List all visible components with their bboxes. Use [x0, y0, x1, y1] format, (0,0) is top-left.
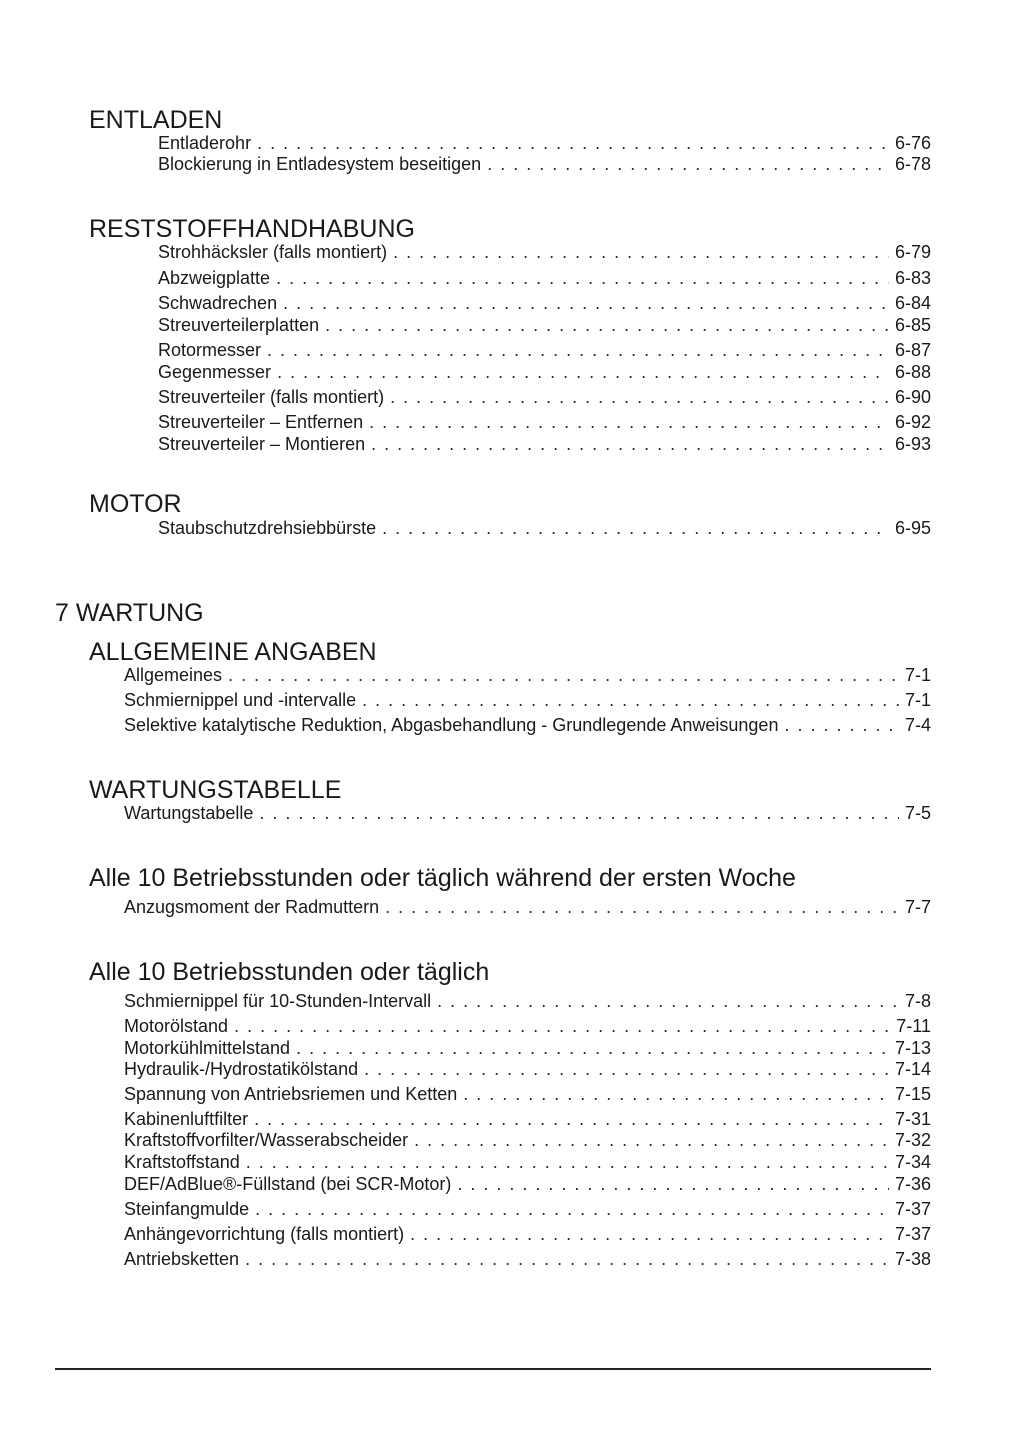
toc-leader-dots	[254, 1108, 889, 1130]
toc-leader-dots	[362, 689, 899, 711]
toc-entry-label: Schwadrechen	[158, 293, 278, 313]
toc-entry-label: Gegenmesser	[158, 362, 272, 382]
toc-leader-dots	[487, 153, 889, 175]
toc-entry-label: Anhängevorrichtung (falls montiert)	[124, 1224, 405, 1244]
toc-entry-label: Kraftstoffvorfilter/Wasserabscheider	[124, 1130, 409, 1150]
toc-entry[interactable]	[158, 411, 931, 433]
toc-entry-label: Rotormesser	[158, 340, 262, 360]
toc-leader-dots	[259, 802, 899, 824]
toc-entry-label: Hydraulik-/Hydrostatikölstand	[124, 1059, 359, 1079]
toc-entry-page: 6-92	[894, 412, 931, 432]
toc-leader-dots	[296, 1037, 889, 1059]
toc-entry[interactable]	[124, 1198, 931, 1220]
toc-entry-page: 7-7	[904, 897, 931, 917]
toc-entry-label: Schmiernippel für 10-Stunden-Intervall	[124, 991, 432, 1011]
toc-entry-label: Entladerohr	[158, 133, 252, 153]
toc-entry[interactable]	[124, 1108, 931, 1130]
toc-entry-page: 7-36	[894, 1174, 931, 1194]
toc-entry[interactable]	[124, 896, 931, 918]
toc-entry-label: Abzweigplatte	[158, 268, 271, 288]
toc-entry-label: Streuverteiler – Montieren	[158, 434, 366, 454]
toc-leader-dots	[267, 339, 889, 361]
toc-entry-label: Kabinenluftfilter	[124, 1109, 249, 1129]
toc-leader-dots	[390, 386, 889, 408]
toc-entry[interactable]	[158, 386, 931, 408]
toc-entry-page: 6-90	[894, 387, 931, 407]
toc-entry-page: 7-11	[896, 1016, 931, 1036]
toc-entry[interactable]	[158, 292, 931, 314]
toc-leader-dots	[463, 1083, 889, 1105]
toc-entry[interactable]	[124, 990, 931, 1012]
toc-leader-dots	[382, 517, 889, 539]
toc-entry[interactable]	[158, 267, 931, 289]
toc-entry-page: 6-87	[894, 340, 931, 360]
toc-entry[interactable]	[158, 433, 931, 455]
toc-entry-label: Schmiernippel und -intervalle	[124, 690, 357, 710]
toc-leader-dots	[784, 714, 899, 736]
toc-entry[interactable]	[124, 1058, 931, 1080]
section-heading-wartungstabelle: WARTUNGSTABELLE	[89, 776, 342, 804]
toc-entry-label: Streuverteiler (falls montiert)	[158, 387, 385, 407]
toc-entry-page: 6-85	[894, 315, 931, 335]
toc-entry-page: 7-34	[894, 1152, 931, 1172]
footer-divider	[55, 1368, 931, 1370]
toc-leader-dots	[246, 1151, 889, 1173]
section-heading-motor: MOTOR	[89, 490, 182, 518]
toc-entry[interactable]	[124, 664, 931, 686]
toc-entry-page: 7-13	[894, 1038, 931, 1058]
toc-entry-label: DEF/AdBlue®-Füllstand (bei SCR-Motor)	[124, 1174, 452, 1194]
toc-leader-dots	[228, 664, 899, 686]
toc-entry[interactable]	[124, 802, 931, 824]
toc-entry-page: 7-15	[894, 1084, 931, 1104]
toc-leader-dots	[283, 292, 889, 314]
toc-entry-page: 7-5	[904, 803, 931, 823]
toc-entry-label: Streuverteilerplatten	[158, 315, 320, 335]
toc-entry-page: 7-32	[894, 1130, 931, 1150]
toc-entry-page: 7-1	[904, 665, 931, 685]
toc-entry-page: 7-4	[904, 715, 931, 735]
toc-entry[interactable]	[124, 1151, 931, 1173]
toc-leader-dots	[234, 1015, 890, 1037]
toc-entry[interactable]	[124, 1037, 931, 1059]
toc-entry-label: Selektive katalytische Reduktion, Abgasbehandlung - Grundlegende Anweisungen	[124, 715, 779, 735]
toc-entry-page: 7-14	[894, 1059, 931, 1079]
toc-entry[interactable]	[158, 241, 931, 263]
toc-entry-label: Anzugsmoment der Radmuttern	[124, 897, 380, 917]
toc-entry-page: 6-76	[894, 133, 931, 153]
toc-entry[interactable]	[158, 314, 931, 336]
toc-entry-page: 6-83	[894, 268, 931, 288]
toc-leader-dots	[414, 1129, 889, 1151]
toc-entry-page: 6-88	[894, 362, 931, 382]
toc-entry-label: Streuverteiler – Entfernen	[158, 412, 364, 432]
toc-leader-dots	[245, 1248, 889, 1270]
toc-entry-page: 7-1	[904, 690, 931, 710]
toc-entry[interactable]	[124, 1223, 931, 1245]
toc-entry-page: 7-37	[894, 1224, 931, 1244]
toc-entry-label: Spannung von Antriebsriemen und Ketten	[124, 1084, 458, 1104]
toc-entry[interactable]	[158, 153, 931, 175]
toc-leader-dots	[276, 267, 889, 289]
toc-entry[interactable]	[124, 714, 931, 736]
toc-entry[interactable]	[158, 339, 931, 361]
toc-entry-label: Kraftstoffstand	[124, 1152, 240, 1172]
section-heading-alle-10-erste-woche: Alle 10 Betriebsstunden oder täglich während der ersten Woche	[89, 864, 796, 892]
toc-entry-page: 7-8	[904, 991, 931, 1011]
toc-entry-page: 7-37	[894, 1199, 931, 1219]
toc-entry-label: Motorkühlmittelstand	[124, 1038, 291, 1058]
toc-entry-label: Wartungstabelle	[124, 803, 254, 823]
toc-entry-page: 7-38	[894, 1249, 931, 1269]
toc-leader-dots	[325, 314, 889, 336]
toc-leader-dots	[364, 1058, 889, 1080]
toc-leader-dots	[257, 132, 889, 154]
toc-entry-page: 7-31	[894, 1109, 931, 1129]
toc-entry-page: 6-93	[894, 434, 931, 454]
toc-entry[interactable]	[124, 1129, 931, 1151]
toc-entry[interactable]	[124, 1248, 931, 1270]
toc-leader-dots	[457, 1173, 889, 1195]
toc-leader-dots	[437, 990, 899, 1012]
chapter-heading: 7 WARTUNG	[55, 599, 204, 627]
toc-leader-dots	[277, 361, 889, 383]
toc-leader-dots	[369, 411, 889, 433]
toc-entry-label: Antriebsketten	[124, 1249, 240, 1269]
toc-leader-dots	[371, 433, 889, 455]
toc-leader-dots	[410, 1223, 889, 1245]
section-heading-allgemeine-angaben: ALLGEMEINE ANGABEN	[89, 638, 377, 666]
section-heading-alle-10-taeglich: Alle 10 Betriebsstunden oder täglich	[89, 958, 490, 986]
toc-entry-label: Blockierung in Entladesystem beseitigen	[158, 154, 482, 174]
toc-entry-label: Allgemeines	[124, 665, 223, 685]
toc-entry-page: 6-95	[894, 518, 931, 538]
toc-entry[interactable]	[158, 132, 931, 154]
toc-entry-label: Staubschutzdrehsiebbürste	[158, 518, 377, 538]
toc-entry[interactable]	[158, 517, 931, 539]
toc-entry-label: Motorölstand	[124, 1016, 229, 1036]
toc-leader-dots	[393, 241, 889, 263]
section-heading-entladen: ENTLADEN	[89, 106, 223, 134]
toc-entry[interactable]	[158, 361, 931, 383]
section-heading-reststoffhandhabung: RESTSTOFFHANDHABUNG	[89, 215, 415, 243]
toc-entry-label: Steinfangmulde	[124, 1199, 250, 1219]
toc-entry-page: 6-78	[894, 154, 931, 174]
toc-entry[interactable]	[124, 1173, 931, 1195]
toc-leader-dots	[385, 896, 899, 918]
toc-entry[interactable]	[124, 1083, 931, 1105]
toc-entry-label: Strohhäcksler (falls montiert)	[158, 242, 388, 262]
toc-leader-dots	[255, 1198, 889, 1220]
toc-entry[interactable]	[124, 1015, 931, 1037]
toc-entry-page: 6-79	[894, 242, 931, 262]
toc-entry[interactable]	[124, 689, 931, 711]
toc-entry-page: 6-84	[894, 293, 931, 313]
